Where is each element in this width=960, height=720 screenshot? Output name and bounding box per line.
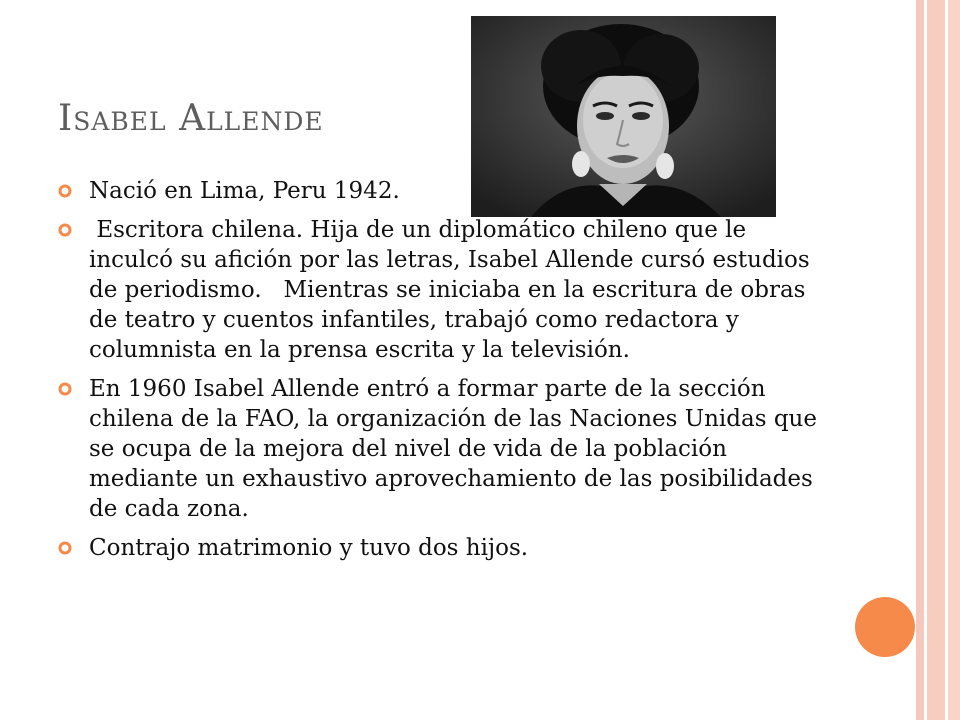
- border-stripe: [948, 0, 960, 720]
- ring-bullet-icon: [58, 382, 72, 396]
- bullet-item: [58, 176, 828, 206]
- ring-bullet-icon: [58, 223, 72, 237]
- bullet-item: [58, 374, 828, 524]
- bullet-text: Nació en Lima, Peru 1942.: [89, 178, 400, 204]
- bullet-text: Escritora chilena. Hija de un diplomático chileno que le inculcó su afición por las letras, Isabel Allende cursó estudios de periodismo. Mientras se iniciaba en la escritura de obras de teatro y cuentos infantiles, trabajó como redactora y columnista en la prensa escrita y la televisión.: [89, 217, 818, 363]
- decorative-orange-circle: [855, 597, 915, 657]
- bullet-item: [58, 215, 828, 365]
- slide-title: Isabel Allende: [58, 98, 324, 139]
- border-stripe: [916, 0, 924, 720]
- bullet-text: En 1960 Isabel Allende entró a formar parte de la sección chilena de la FAO, la organización de las Naciones Unidas que se ocupa de la mejora del nivel de vida de la población mediante un exhaustivo aprovechamiento de las posibilidades de cada zona.: [89, 376, 817, 522]
- bullet-text: Contrajo matrimonio y tuvo dos hijos.: [89, 535, 529, 561]
- bullet-list: [58, 176, 828, 572]
- ring-bullet-icon: [58, 541, 72, 555]
- bullet-item: [58, 533, 828, 563]
- ring-bullet-icon: [58, 184, 72, 198]
- border-stripe: [927, 0, 945, 720]
